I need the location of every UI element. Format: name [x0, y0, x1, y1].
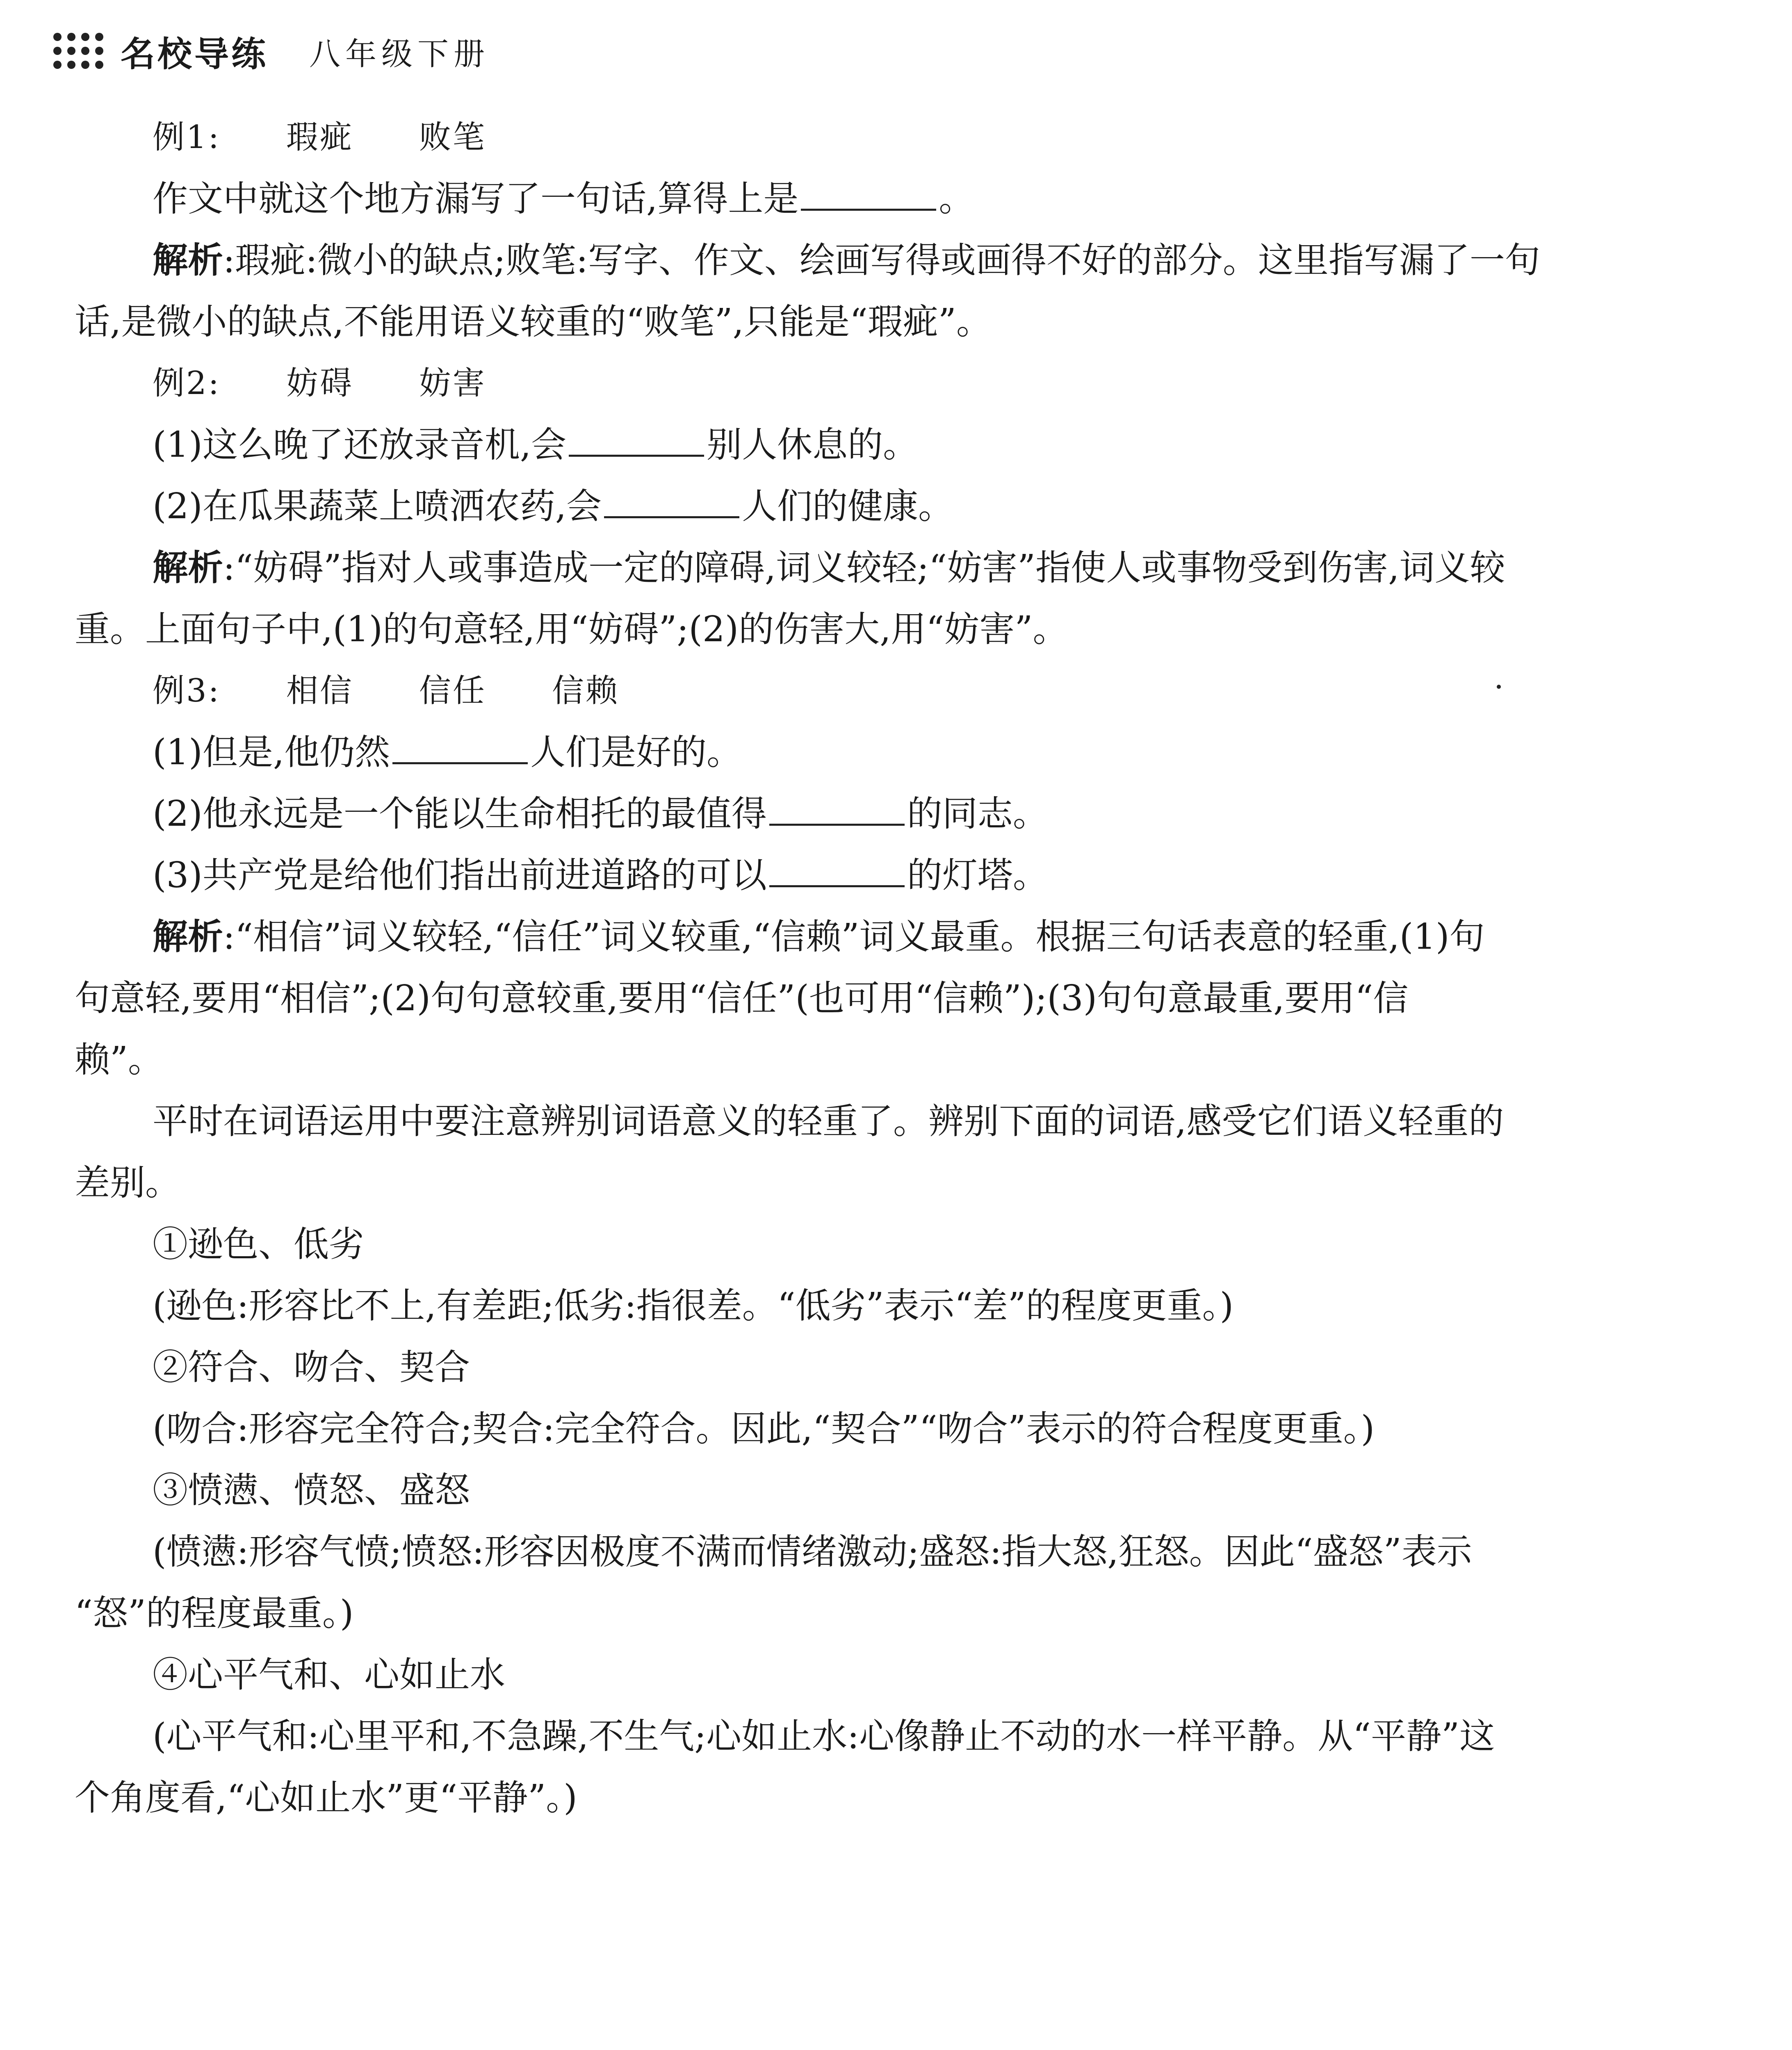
analysis-label: 解析 [153, 240, 223, 281]
word: 信任 [419, 672, 486, 709]
answer-blank [769, 856, 905, 887]
item-3-note: (愤懑:形容气愤;愤怒:形容因极度不满而情绪激动;盛怒:指大怒,狂怒。因此“盛怒”表示 “怒”的程度最重。) [75, 1531, 1472, 1634]
word: 信赖 [552, 672, 619, 709]
example-2-heading [75, 353, 1707, 414]
item-4-title: ④心平气和、心如止水 [153, 1654, 505, 1695]
book-brand: 名校导练 [121, 34, 269, 74]
example-1-question: 作文中就这个地方漏写了一句话,算得上是 。 [153, 178, 974, 219]
example-3-analysis: 解析:“相信”词义较轻,“信任”词义较重,“信赖”词义最重。根据三句话表意的轻重,(1)句 句意轻,要用“相信”;(2)句句意较重,要用“信任”(也可用“信赖”);(3)句句意最重,要用“信 赖”。 [75, 916, 1485, 1080]
word: 相信 [286, 672, 353, 709]
item-2-note: (吻合:形容完全符合;契合:完全符合。因此,“契合”“吻合”表示的符合程度更重。) [153, 1408, 1375, 1449]
word: 瑕疵 [286, 119, 353, 156]
example-3-question-2: (2)他永远是一个能以生命相托的最值得 的同志。 [153, 793, 1048, 834]
example-1-heading [75, 107, 1707, 168]
summary-paragraph: 平时在词语运用中要注意辨别词语意义的轻重了。辨别下面的词语,感受它们语义轻重的 差别。 [75, 1101, 1504, 1203]
item-1-title: ①逊色、低劣 [153, 1224, 364, 1265]
answer-blank [769, 795, 905, 826]
word: 妨害 [419, 365, 486, 402]
example-3-question-1: (1)但是,他仍然 人们是好的。 [153, 732, 742, 773]
example-3-heading [75, 660, 1707, 722]
example-label: 例1: [153, 119, 221, 156]
example-label: 例3: [153, 672, 221, 709]
answer-blank [801, 180, 936, 211]
example-label: 例2: [153, 365, 221, 402]
word: 妨碍 [286, 365, 353, 402]
example-2-question-1: (1)这么晚了还放录音机,会 别人休息的。 [153, 424, 919, 465]
page-content [75, 107, 1707, 1829]
analysis-label: 解析 [153, 547, 223, 588]
grade-label: 八年级下册 [309, 35, 490, 72]
analysis-label: 解析 [153, 916, 223, 957]
item-2-title: ②符合、吻合、契合 [153, 1347, 470, 1388]
dots-logo-icon [53, 33, 104, 70]
example-1-analysis: 解析:瑕疵:微小的缺点;败笔:写字、作文、绘画写得或画得不好的部分。这里指写漏了一句 话,是微小的缺点,不能用语义较重的“败笔”,只能是“瑕疵”。 [75, 240, 1540, 342]
word: 败笔 [419, 119, 486, 156]
item-3-title: ③愤懑、愤怒、盛怒 [153, 1470, 470, 1511]
item-4-note: (心平气和:心里平和,不急躁,不生气;心如止水:心像静止不动的水一样平静。从“平静”这 个角度看,“心如止水”更“平静”。) [75, 1716, 1495, 1818]
answer-blank [604, 487, 739, 518]
example-3-question-3: (3)共产党是给他们指出前进道路的可以 的灯塔。 [153, 855, 1048, 896]
item-1-note: (逊色:形容比不上,有差距;低劣:指很差。“低劣”表示“差”的程度更重。) [153, 1285, 1234, 1326]
answer-blank [569, 426, 704, 457]
page-header [53, 25, 490, 78]
example-2-question-2: (2)在瓜果蔬菜上喷洒农药,会 人们的健康。 [153, 486, 954, 527]
answer-blank [392, 733, 528, 764]
example-2-analysis: 解析:“妨碍”指对人或事造成一定的障碍,词义较轻;“妨害”指使人或事物受到伤害,词义较 重。上面句子中,(1)的句意轻,用“妨碍”;(2)的伤害大,用“妨害”。 [75, 547, 1505, 650]
scan-speck [1497, 685, 1501, 689]
